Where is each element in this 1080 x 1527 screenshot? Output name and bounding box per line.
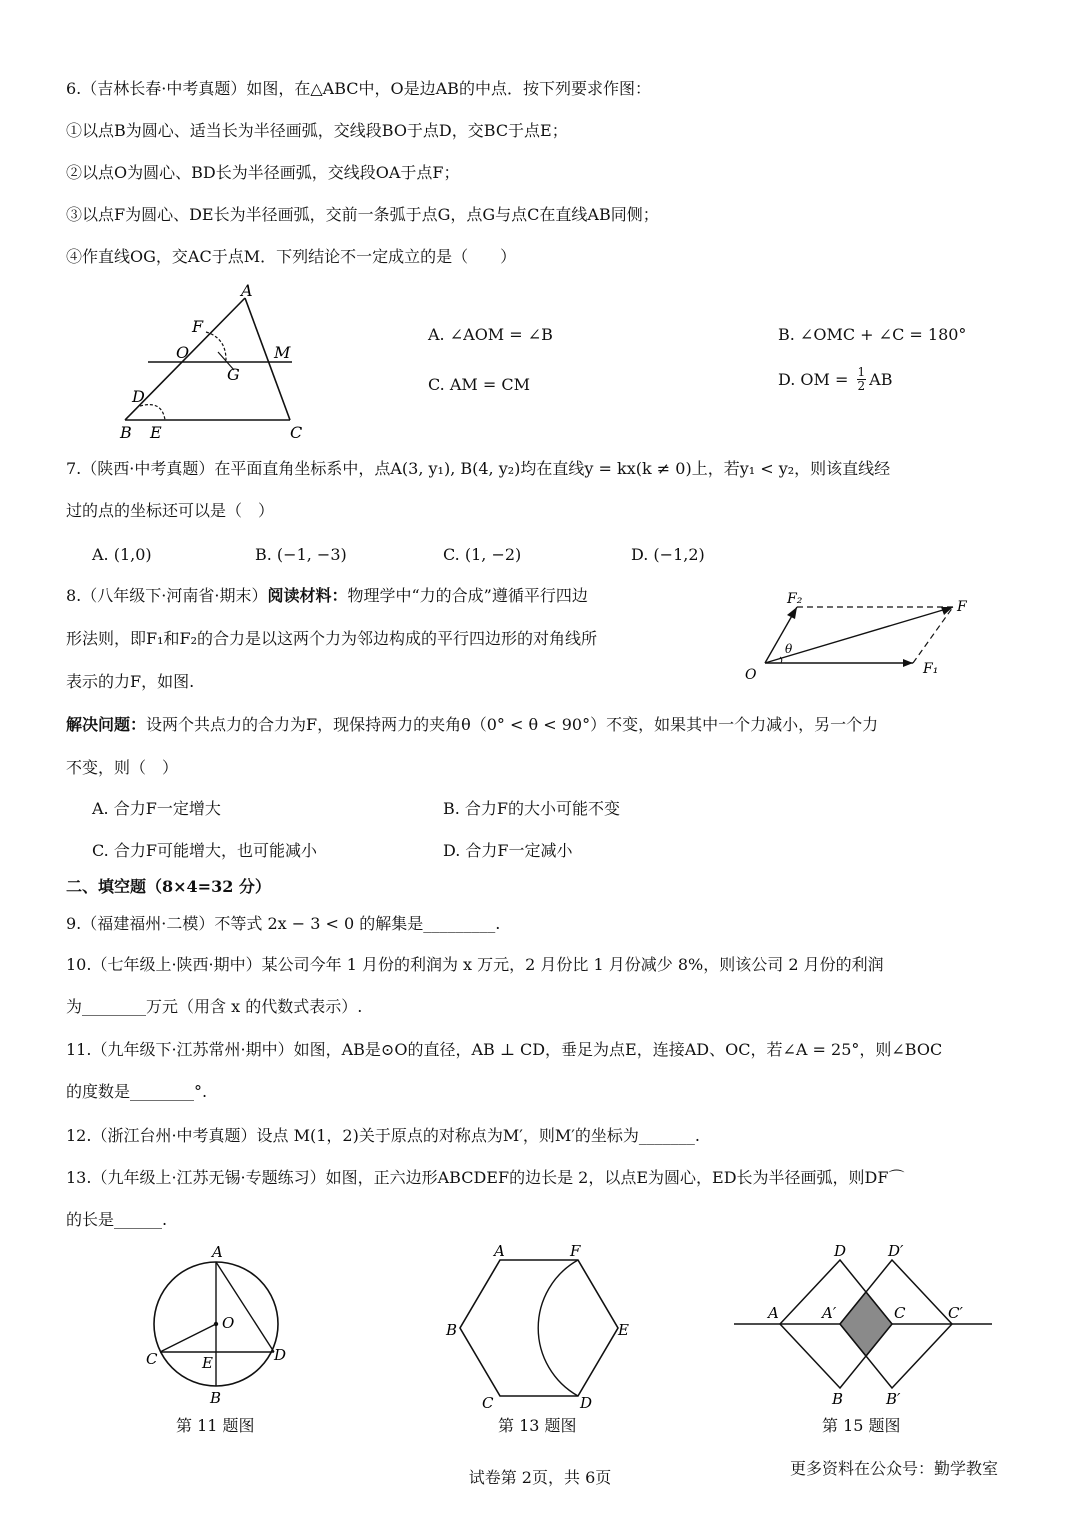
- q8-force-figure: [735, 585, 995, 685]
- q8-line5: 不变，则（ ）: [66, 758, 179, 777]
- q6-step1: ①以点B为圆心、适当长为半径画弧，交线段BO于点D，交BC于点E；: [66, 121, 568, 140]
- q6-option-a: A. ∠AOM = ∠B: [428, 325, 553, 344]
- q6-label-O: O: [176, 343, 190, 362]
- fig11-label-c: C: [146, 1350, 158, 1368]
- q7-option-c: C. (1, −2): [443, 545, 522, 564]
- q6-label-F: F: [192, 317, 204, 336]
- q8-source: 8.（八年级下·河南省·期末）: [66, 586, 268, 605]
- fig11-caption: 第 11 题图: [176, 1416, 255, 1435]
- q6-option-d-prefix: D. OM =: [778, 369, 854, 389]
- q6-label-G: G: [227, 365, 240, 384]
- q8-line2: 形法则，即F₁和F₂的合力是以这两个力为邻边构成的平行四边形的对角线所: [66, 629, 598, 648]
- q6-label-D: D: [132, 387, 145, 406]
- q12: 12.（浙江台州·中考真题）设点 M(1，2)关于原点的对称点为M′，则M′的坐标为_______.: [66, 1126, 700, 1145]
- q6-label-E: E: [150, 423, 162, 442]
- q8-label-f: F: [957, 599, 967, 615]
- q8-line3: 表示的力F，如图.: [66, 672, 195, 691]
- q7-option-a: A. (1,0): [92, 545, 152, 564]
- q8-line4-text: 设两个共点力的合力为F，现保持两力的夹角θ（0° < θ < 90°）不变，如果其中一个力减小，另一个力: [146, 715, 879, 734]
- q8-label-f2: F₂: [787, 591, 803, 607]
- fig15-squares: [730, 1240, 1000, 1410]
- q8-option-a: A. 合力F一定增大: [92, 799, 221, 818]
- fig11-label-d: D: [274, 1346, 287, 1364]
- promo-signature: 更多资料在公众号：勤学教室: [790, 1459, 999, 1478]
- fig15-label-c-prime: C′: [948, 1304, 963, 1322]
- q8-line1: [66, 585, 588, 607]
- fig11-label-e: E: [202, 1354, 213, 1372]
- q6-step3: ③以点F为圆心、DE长为半径画弧，交前一条弧于点G，点G与点C在直线AB同侧；: [66, 205, 659, 224]
- fig11-label-a: A: [212, 1243, 223, 1261]
- q7-stem-line2: 过的点的坐标还可以是（ ）: [66, 501, 275, 520]
- q6-stem: 6.（吉林长春·中考真题）如图，在△ABC中，O是边AB的中点．按下列要求作图：: [66, 79, 651, 98]
- q6-step4: ④作直线OG，交AC于点M．下列结论不一定成立的是（ ）: [66, 247, 517, 266]
- q8-solve-label: 解决问题：: [66, 715, 147, 734]
- fig15-label-b-prime: B′: [886, 1390, 901, 1408]
- q6-step2: ②以点O为圆心、BD长为半径画弧，交线段OA于点F；: [66, 163, 460, 182]
- q6-option-c: C. AM = CM: [428, 375, 530, 394]
- fig13-label-b: B: [446, 1321, 458, 1339]
- q6-option-d: [778, 366, 892, 393]
- q6-option-d-denominator: 2: [857, 379, 866, 393]
- q6-label-A: A: [241, 281, 253, 300]
- fig15-label-d: D: [834, 1242, 847, 1260]
- q7-option-b: B. (−1, −3): [255, 545, 347, 564]
- fig13-label-f: F: [570, 1242, 581, 1260]
- q6-label-C: C: [290, 423, 303, 442]
- q8-label-o: O: [745, 667, 757, 683]
- q11-line1: 11.（九年级下·江苏常州·期中）如图，AB是⊙O的直径，AB ⊥ CD，垂足为点E，连接AD、OC，若∠A = 25°，则∠BOC: [66, 1040, 943, 1059]
- q8-option-b: B. 合力F的大小可能不变: [443, 799, 621, 818]
- q6-label-M: M: [274, 343, 291, 362]
- fig15-label-a: A: [768, 1304, 779, 1322]
- q8-label-f1: F₁: [923, 661, 939, 677]
- fig11-circle: [140, 1240, 300, 1410]
- q10-line2: 为________万元（用含 x 的代数式表示）.: [66, 997, 363, 1016]
- q8-reading-label: 阅读材料：: [267, 586, 348, 605]
- q6-option-d-fraction: [857, 366, 867, 393]
- fig15-label-d-prime: D′: [888, 1242, 904, 1260]
- q10-line1: 10.（七年级上·陕西·期中）某公司今年 1 月份的利润为 x 万元，2 月份比 1 月份减少 8%，则该公司 2 月份的利润: [66, 955, 884, 974]
- q13-line2: 的长是______.: [66, 1210, 168, 1229]
- fig15-caption: 第 15 题图: [822, 1416, 901, 1435]
- fig13-caption: 第 13 题图: [498, 1416, 577, 1435]
- q8-option-d: D. 合力F一定减小: [443, 841, 573, 860]
- fig13-hexagon: [440, 1240, 640, 1410]
- q7-stem-line1: 7.（陕西·中考真题）在平面直角坐标系中，点A(3, y₁), B(4, y₂)均在直线y = kx(k ≠ 0)上，若y₁ < y₂，则该直线经: [66, 459, 891, 478]
- fig11-label-o: O: [222, 1314, 235, 1332]
- q6-option-d-numerator: 1: [857, 365, 866, 379]
- q7-option-d: D. (−1,2): [631, 545, 705, 564]
- fig15-label-a-prime: A′: [822, 1304, 837, 1322]
- q8-option-c: C. 合力F可能增大，也可能减小: [92, 841, 317, 860]
- fig15-label-b: B: [832, 1390, 844, 1408]
- fig13-label-e: E: [618, 1321, 629, 1339]
- section-2-heading: 二、填空题（8×4=32 分）: [66, 877, 271, 896]
- q13-line1: 13.（九年级上·江苏无锡·专题练习）如图，正六边形ABCDEF的边长是 2，以点E为圆心，ED长为半径画弧，则DF⌒: [66, 1168, 905, 1187]
- q8-line1-text: 物理学中“力的合成”遵循平行四边: [347, 586, 588, 605]
- q9: 9.（福建福州·二模）不等式 2x − 3 < 0 的解集是_________.: [66, 914, 501, 933]
- q6-figure: [110, 280, 320, 445]
- q6-option-b: B. ∠OMC + ∠C = 180°: [778, 325, 967, 344]
- fig13-label-a: A: [494, 1242, 505, 1260]
- fig11-label-b: B: [210, 1389, 222, 1407]
- q6-label-B: B: [120, 423, 132, 442]
- q11-line2: 的度数是________°.: [66, 1082, 208, 1101]
- q8-line4: [66, 714, 878, 736]
- fig15-label-c: C: [894, 1304, 906, 1322]
- fig13-label-c: C: [482, 1394, 494, 1410]
- page-footer: 试卷第 2页，共 6页: [468, 1468, 612, 1487]
- q8-label-theta: θ: [785, 642, 793, 656]
- q6-option-d-suffix: AB: [869, 369, 893, 389]
- fig13-label-d: D: [580, 1394, 593, 1410]
